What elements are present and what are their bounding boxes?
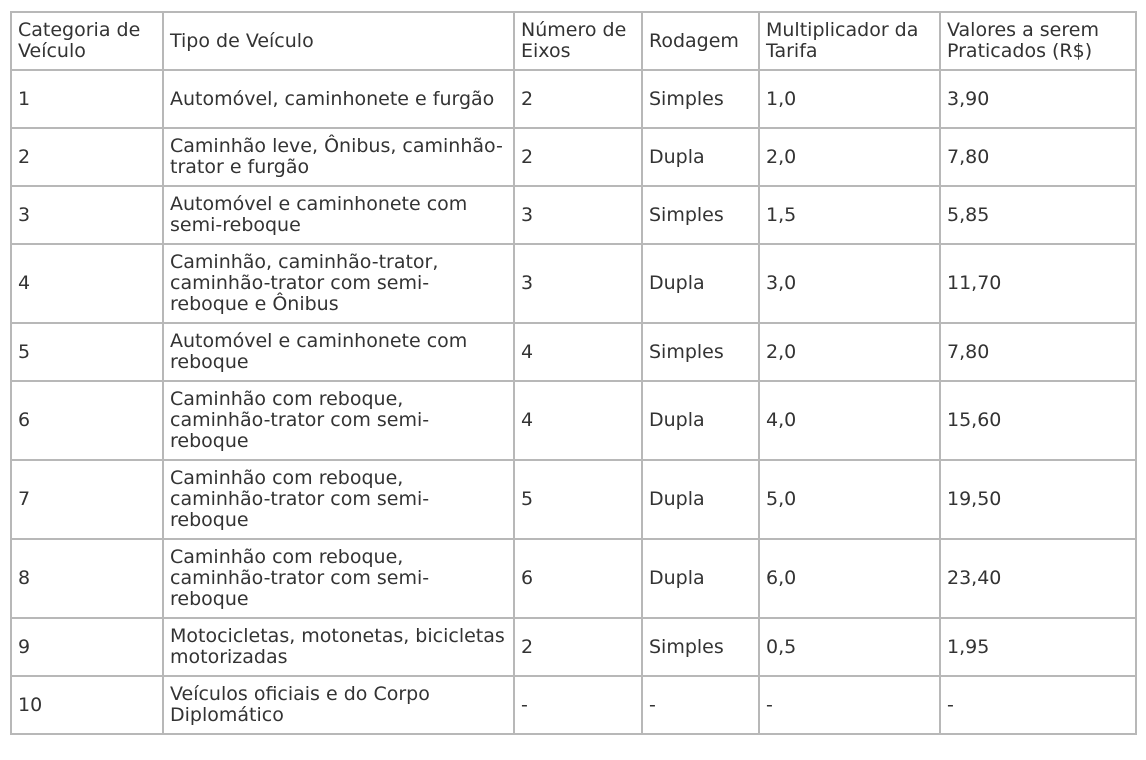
table-row: [11, 323, 1136, 381]
cell-categoria: 3: [11, 186, 163, 244]
cell-tipo: Caminhão com reboque, caminhão-trator com semi-reboque: [163, 460, 514, 539]
cell-eixos: 5: [514, 460, 642, 539]
cell-categoria: 10: [11, 676, 163, 734]
cell-valor: -: [940, 676, 1136, 734]
cell-valor: 7,80: [940, 323, 1136, 381]
cell-eixos: 6: [514, 539, 642, 618]
table-row: [11, 244, 1136, 323]
cell-rodagem: Dupla: [642, 128, 759, 186]
cell-categoria: 9: [11, 618, 163, 676]
cell-rodagem: -: [642, 676, 759, 734]
table-row: [11, 618, 1136, 676]
cell-categoria: 2: [11, 128, 163, 186]
cell-tipo: Caminhão leve, Ônibus, caminhão-trator e furgão: [163, 128, 514, 186]
cell-tipo: Automóvel e caminhonete com reboque: [163, 323, 514, 381]
header-tipo: Tipo de Veículo: [163, 12, 514, 70]
table-row: [11, 676, 1136, 734]
table-row: [11, 539, 1136, 618]
table-row: [11, 460, 1136, 539]
cell-eixos: 2: [514, 128, 642, 186]
table-row: [11, 70, 1136, 128]
cell-valor: 7,80: [940, 128, 1136, 186]
cell-multiplicador: 1,0: [759, 70, 940, 128]
cell-multiplicador: 3,0: [759, 244, 940, 323]
cell-rodagem: Simples: [642, 618, 759, 676]
cell-tipo: Automóvel e caminhonete com semi-reboque: [163, 186, 514, 244]
cell-categoria: 6: [11, 381, 163, 460]
cell-multiplicador: 1,5: [759, 186, 940, 244]
cell-eixos: -: [514, 676, 642, 734]
cell-eixos: 4: [514, 323, 642, 381]
cell-categoria: 7: [11, 460, 163, 539]
cell-rodagem: Dupla: [642, 460, 759, 539]
table-row: [11, 186, 1136, 244]
cell-valor: 5,85: [940, 186, 1136, 244]
header-valores: Valores a serem Praticados (R$): [940, 12, 1136, 70]
header-rodagem: Rodagem: [642, 12, 759, 70]
cell-categoria: 1: [11, 70, 163, 128]
cell-categoria: 5: [11, 323, 163, 381]
cell-rodagem: Simples: [642, 186, 759, 244]
header-eixos: Número de Eixos: [514, 12, 642, 70]
header-categoria: Categoria de Veículo: [11, 12, 163, 70]
cell-tipo: Veículos oficiais e do Corpo Diplomático: [163, 676, 514, 734]
cell-valor: 1,95: [940, 618, 1136, 676]
cell-multiplicador: 5,0: [759, 460, 940, 539]
cell-valor: 3,90: [940, 70, 1136, 128]
cell-multiplicador: 2,0: [759, 323, 940, 381]
cell-rodagem: Simples: [642, 323, 759, 381]
table-row: [11, 381, 1136, 460]
cell-tipo: Caminhão, caminhão-trator, caminhão-trator com semi-reboque e Ônibus: [163, 244, 514, 323]
cell-categoria: 8: [11, 539, 163, 618]
cell-eixos: 3: [514, 186, 642, 244]
cell-tipo: Automóvel, caminhonete e furgão: [163, 70, 514, 128]
cell-tipo: Motocicletas, motonetas, bicicletas motorizadas: [163, 618, 514, 676]
cell-rodagem: Dupla: [642, 381, 759, 460]
cell-valor: 15,60: [940, 381, 1136, 460]
header-multiplicador: Multiplicador da Tarifa: [759, 12, 940, 70]
table-header-row: [11, 12, 1136, 70]
cell-categoria: 4: [11, 244, 163, 323]
cell-eixos: 3: [514, 244, 642, 323]
cell-multiplicador: -: [759, 676, 940, 734]
cell-rodagem: Dupla: [642, 244, 759, 323]
table-row: [11, 128, 1136, 186]
cell-eixos: 4: [514, 381, 642, 460]
cell-eixos: 2: [514, 618, 642, 676]
toll-tariff-table: [10, 11, 1137, 735]
cell-tipo: Caminhão com reboque, caminhão-trator com semi-reboque: [163, 539, 514, 618]
cell-multiplicador: 4,0: [759, 381, 940, 460]
cell-multiplicador: 0,5: [759, 618, 940, 676]
cell-valor: 23,40: [940, 539, 1136, 618]
cell-eixos: 2: [514, 70, 642, 128]
cell-tipo: Caminhão com reboque, caminhão-trator com semi-reboque: [163, 381, 514, 460]
cell-multiplicador: 2,0: [759, 128, 940, 186]
cell-valor: 11,70: [940, 244, 1136, 323]
cell-rodagem: Dupla: [642, 539, 759, 618]
cell-rodagem: Simples: [642, 70, 759, 128]
cell-valor: 19,50: [940, 460, 1136, 539]
cell-multiplicador: 6,0: [759, 539, 940, 618]
